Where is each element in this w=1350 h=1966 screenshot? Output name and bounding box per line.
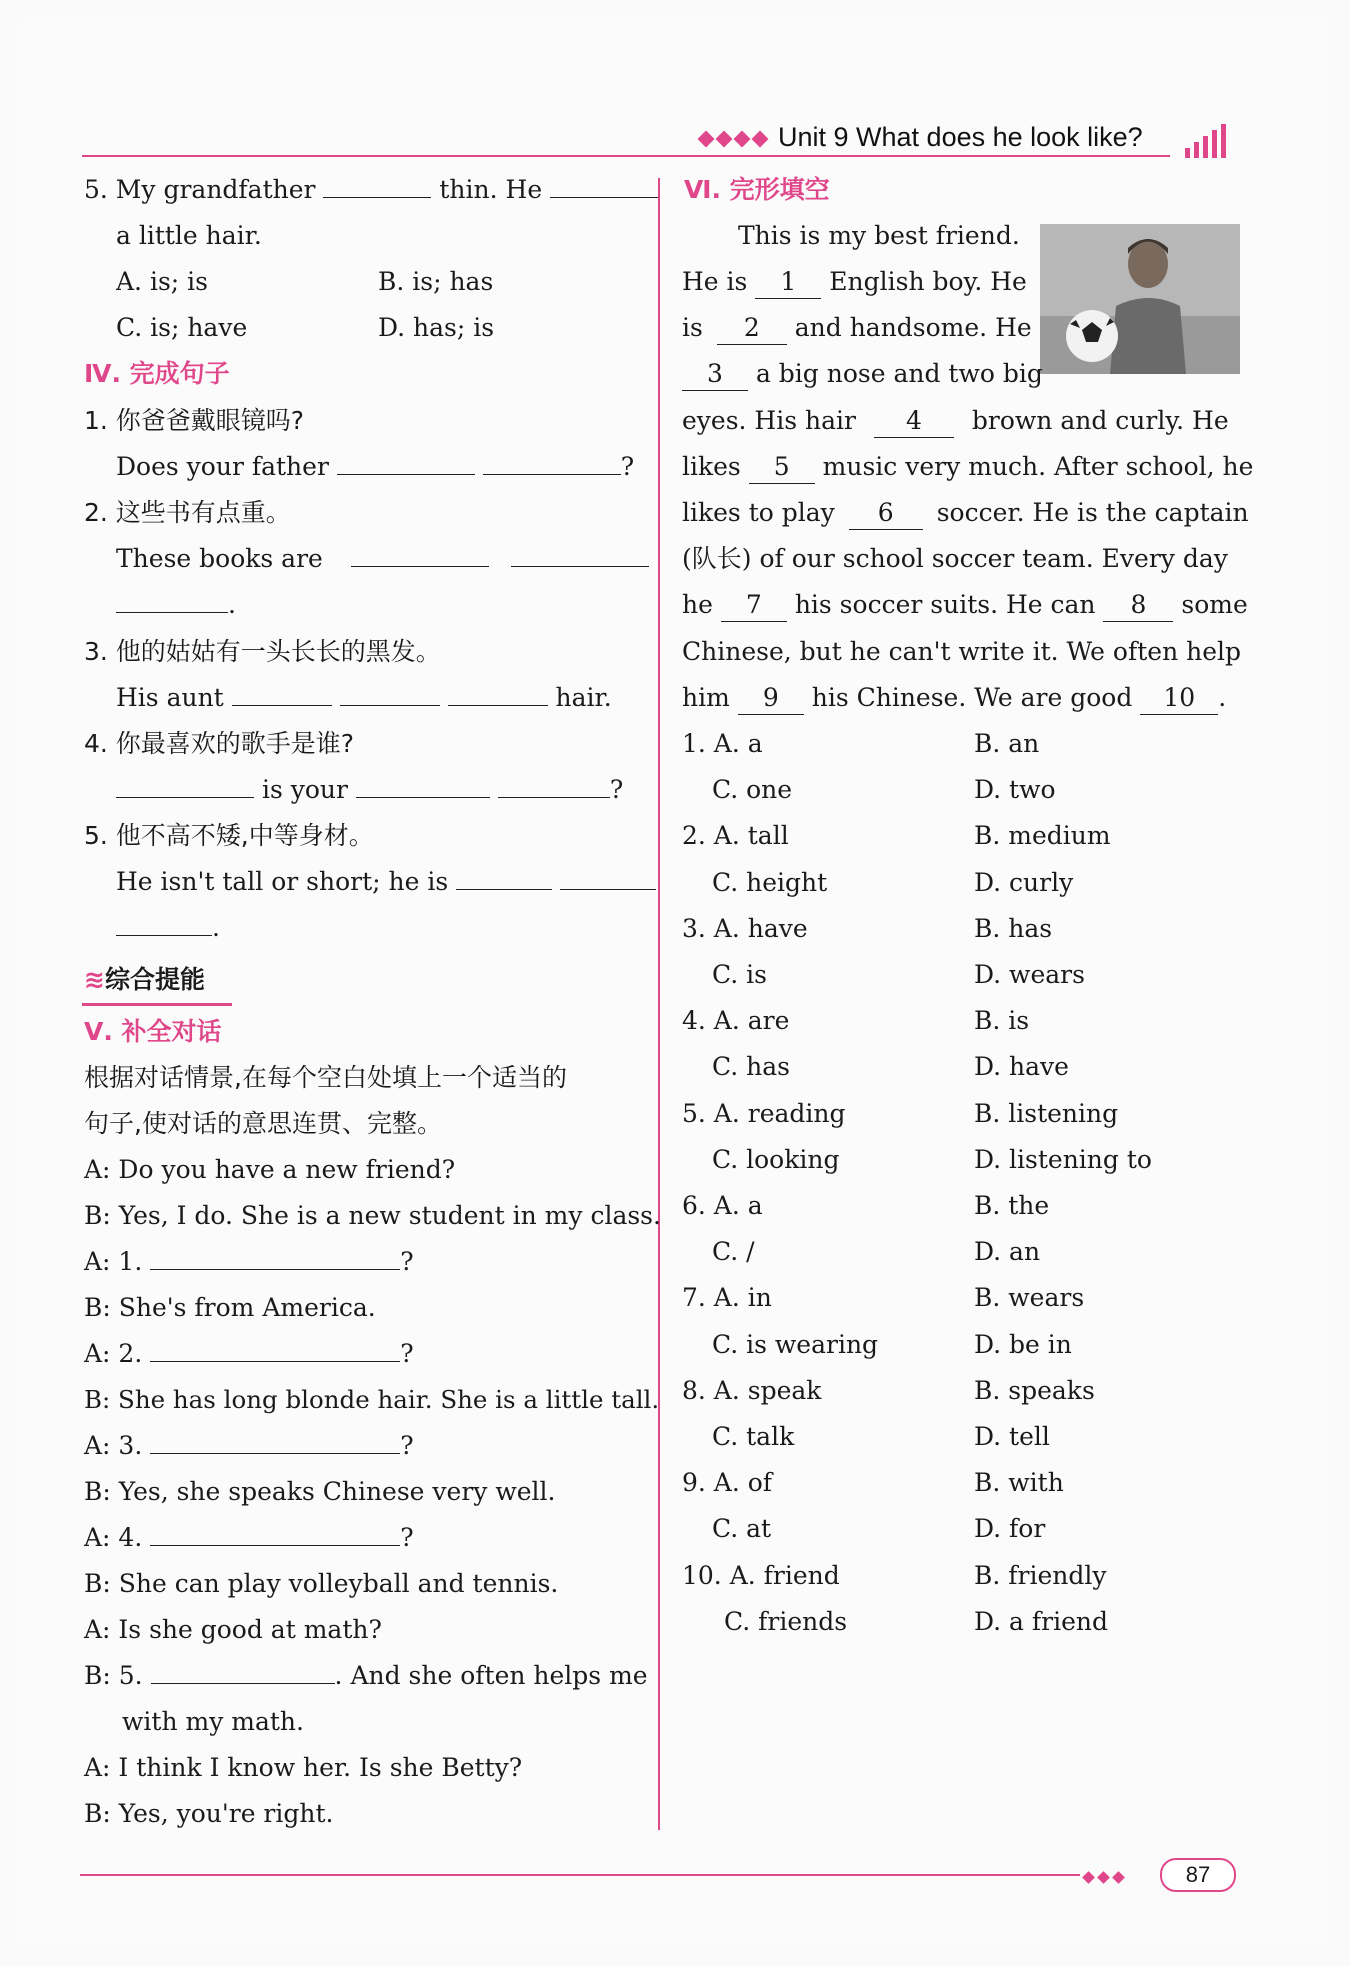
q4-option-d[interactable]: D. have (974, 1052, 1069, 1081)
sec4-item3-en (116, 682, 612, 714)
dialog-blank-1[interactable] (150, 1247, 400, 1270)
sec4-item2-text: These books are (116, 544, 323, 573)
passage-line-5 (682, 405, 1229, 438)
signal-bars-icon (1185, 122, 1235, 158)
q3-option-a[interactable]: 3. A. have (682, 914, 808, 943)
cloze-blank-5[interactable]: 5 (749, 451, 815, 484)
passage-line-1: This is my best friend. (738, 221, 1020, 250)
sec4-item3-blank-3[interactable] (448, 683, 548, 706)
sec4-item2-en (116, 543, 649, 575)
q10-option-b[interactable]: B. friendly (974, 1561, 1107, 1590)
q7-option-d[interactable]: D. be in (974, 1330, 1072, 1359)
q10-option-a[interactable]: 10. A. friend (682, 1561, 840, 1590)
dialog-line-a3 (84, 1430, 414, 1462)
q5-text-a: 5. My grandfather (84, 175, 316, 204)
badge-underline (82, 1003, 232, 1006)
dialog-line: B: She has long blonde hair. She is a little tall. (84, 1385, 660, 1414)
q-mark: ? (620, 452, 635, 481)
section-4-title: Ⅳ. 完成句子 (84, 359, 230, 388)
cloze-blank-2[interactable]: 2 (717, 312, 787, 345)
sec4-item5-en-cont (116, 912, 220, 944)
q7-option-a[interactable]: 7. A. in (682, 1283, 772, 1312)
page-number: 87 (1160, 1858, 1236, 1892)
footer-diamonds (1084, 1867, 1129, 1886)
dialog-line: A: Do you have a new friend? (84, 1155, 456, 1184)
unit-title: Unit 9 What does he look like? (778, 122, 1143, 152)
passage-text: English boy. He (829, 267, 1027, 296)
sec4-item2-blank-3[interactable] (116, 590, 228, 613)
passage-line-2 (682, 266, 1027, 299)
passage-text: likes to play (682, 498, 835, 527)
q5-option-d[interactable]: D. has; is (378, 313, 495, 342)
dialog-label: B: 5. (84, 1661, 143, 1690)
sec5-instruction-1: 根据对话情景,在每个空白处填上一个适当的 (84, 1063, 567, 1092)
dialog-line-a2 (84, 1338, 414, 1370)
sec4-item4-blank-3[interactable] (498, 775, 610, 798)
q8-option-c[interactable]: C. talk (712, 1422, 795, 1451)
dialog-label: A: 1. (84, 1247, 143, 1276)
cloze-blank-7[interactable]: 7 (721, 589, 787, 622)
sec5-instruction-2: 句子,使对话的意思连贯、完整。 (84, 1109, 442, 1138)
q2-option-b[interactable]: B. medium (974, 821, 1111, 850)
sec4-item4-blank-1[interactable] (116, 775, 254, 798)
cloze-blank-1[interactable]: 1 (755, 266, 821, 299)
q-mark: ? (609, 775, 624, 804)
passage-text: is (682, 313, 703, 342)
cloze-blank-6[interactable]: 6 (849, 497, 923, 530)
sec4-item5-blank-2[interactable] (560, 867, 656, 890)
passage-line-7 (682, 497, 1249, 530)
sec4-item5-text: He isn't tall or short; he is (116, 867, 449, 896)
dialog-line: B: She's from America. (84, 1293, 376, 1322)
dialog-line: A: I think I know her. Is she Betty? (84, 1753, 523, 1782)
passage-line-3 (682, 312, 1032, 345)
passage-text: He is (682, 267, 748, 296)
sec4-item4-text: is your (261, 775, 348, 804)
dialog-blank-5[interactable] (151, 1661, 335, 1684)
cloze-blank-8[interactable]: 8 (1103, 589, 1173, 622)
dialog-line-a1 (84, 1246, 414, 1278)
section-6-title: Ⅵ. 完形填空 (684, 175, 830, 204)
sec4-item5-blank-1[interactable] (456, 867, 552, 890)
dialog-line: with my math. (122, 1707, 304, 1736)
q-mark: ? (400, 1523, 414, 1552)
passage-line-11 (682, 682, 1226, 715)
sec4-item2-en-cont (116, 589, 236, 621)
dialog-line: B: Yes, she speaks Chinese very well. (84, 1477, 556, 1506)
q9-option-b[interactable]: B. with (974, 1468, 1064, 1497)
passage-text: his soccer suits. He can (794, 590, 1096, 619)
q5-blank-1[interactable] (323, 175, 431, 198)
q6-option-b[interactable]: B. the (974, 1191, 1050, 1220)
sec4-item2-cn: 2. 这些书有点重。 (84, 498, 291, 527)
q9-option-a[interactable]: 9. A. of (682, 1468, 773, 1497)
header-diamonds (700, 130, 772, 149)
q6-option-d[interactable]: D. an (974, 1237, 1041, 1266)
q5-line2: a little hair. (116, 221, 262, 250)
passage-text: music very much. After school, he (822, 452, 1254, 481)
q5-option-c[interactable]: C. looking (712, 1145, 840, 1174)
sec4-item4-blank-2[interactable] (356, 775, 490, 798)
sec4-item1-cn: 1. 你爸爸戴眼镜吗? (84, 406, 305, 435)
dialog-line: B: She can play volleyball and tennis. (84, 1569, 559, 1598)
q9-option-d[interactable]: D. for (974, 1514, 1046, 1543)
q8-option-a[interactable]: 8. A. speak (682, 1376, 822, 1405)
dialog-line: B: Yes, you're right. (84, 1799, 334, 1828)
passage-line-10: Chinese, but he can't write it. We often help (682, 637, 1242, 666)
q6-option-a[interactable]: 6. A. a (682, 1191, 763, 1220)
boy-with-soccer-ball-photo (1040, 224, 1240, 374)
q5-blank-2[interactable] (550, 175, 658, 198)
passage-text: brown and curly. He (971, 406, 1229, 435)
section-5-title: Ⅴ. 补全对话 (84, 1017, 222, 1046)
sec4-item5-cn: 5. 他不高不矮,中等身材。 (84, 821, 374, 850)
sec4-item3-blank-1[interactable] (232, 683, 332, 706)
sec4-item2-blank-1[interactable] (351, 544, 489, 567)
sec4-item2-blank-2[interactable] (511, 544, 649, 567)
cloze-blank-4[interactable]: 4 (874, 405, 954, 438)
column-divider (658, 178, 660, 1830)
passage-text: he (682, 590, 713, 619)
passage-text: and handsome. He (794, 313, 1032, 342)
q10-option-d[interactable]: D. a friend (974, 1607, 1108, 1636)
q6-option-c[interactable]: C. / (712, 1237, 755, 1266)
passage-line-4 (682, 358, 1043, 391)
q7-option-b[interactable]: B. wears (974, 1283, 1085, 1312)
passage-text: his Chinese. We are good (811, 683, 1133, 712)
sec4-item1-text: Does your father (116, 452, 329, 481)
q4-option-c[interactable]: C. has (712, 1052, 790, 1081)
q-mark: ? (400, 1339, 414, 1368)
q2-option-a[interactable]: 2. A. tall (682, 821, 789, 850)
sec4-item4-en (116, 774, 623, 806)
q1-option-b[interactable]: B. an (974, 729, 1040, 758)
q-mark: ? (400, 1247, 414, 1276)
dialog-blank-4[interactable] (150, 1523, 400, 1546)
passage-line-6 (682, 451, 1253, 484)
sec4-item1-en (116, 451, 634, 483)
q1-option-c[interactable]: C. one (712, 775, 793, 804)
q4-option-b[interactable]: B. is (974, 1006, 1030, 1035)
q-mark: ? (400, 1431, 414, 1460)
sec4-item4-cn: 4. 你最喜欢的歌手是谁? (84, 729, 355, 758)
q7-option-c[interactable]: C. is wearing (712, 1330, 879, 1359)
q10-option-c[interactable]: C. friends (724, 1607, 848, 1636)
q4-option-a[interactable]: 4. A. are (682, 1006, 790, 1035)
q9-option-c[interactable]: C. at (712, 1514, 772, 1543)
badge-text: 综合提能 (104, 965, 205, 994)
passage-text: some (1181, 590, 1248, 619)
q8-option-b[interactable]: B. speaks (974, 1376, 1095, 1405)
q3-option-d[interactable]: D. wears (974, 960, 1085, 989)
sec4-item3-cn: 3. 他的姑姑有一头长长的黑发。 (84, 637, 441, 666)
dialog-line-b5 (84, 1660, 648, 1692)
q5-option-d[interactable]: D. listening to (974, 1145, 1152, 1174)
footer-rule (80, 1874, 1080, 1876)
q3-option-b[interactable]: B. has (974, 914, 1053, 943)
q1-option-d[interactable]: D. two (974, 775, 1056, 804)
dialog-line: A: Is she good at math? (84, 1615, 382, 1644)
q1-option-a[interactable]: 1. A. a (682, 729, 763, 758)
q3-option-c[interactable]: C. is (712, 960, 767, 989)
header-rule (82, 155, 1170, 157)
passage-text: eyes. His hair (682, 406, 856, 435)
q5-text-b: thin. He (439, 175, 543, 204)
period: . (212, 913, 220, 942)
books-icon: ≋ (84, 965, 105, 994)
sec4-item1-blank-2[interactable] (483, 452, 621, 475)
passage-text: a big nose and two big (755, 359, 1043, 388)
passage-text: likes (682, 452, 741, 481)
passage-text: soccer. He is the captain (936, 498, 1249, 527)
passage-line-8: (队长) of our school soccer team. Every day (682, 544, 1228, 573)
sec4-item3-tail: hair. (555, 683, 612, 712)
period: . (228, 590, 236, 619)
sec4-item3-text: His aunt (116, 683, 224, 712)
photo-illustration (1040, 224, 1240, 374)
badge-title (84, 964, 205, 996)
dialog-line-a4 (84, 1522, 414, 1554)
q5-option-c[interactable]: C. is; have (116, 313, 248, 342)
cloze-blank-3[interactable]: 3 (682, 358, 748, 391)
cloze-blank-9[interactable]: 9 (738, 682, 804, 715)
cloze-blank-10[interactable]: 10 (1140, 682, 1218, 715)
q5-option-b[interactable]: B. listening (974, 1099, 1119, 1128)
sec4-item5-blank-3[interactable] (116, 913, 212, 936)
dialog-line: B: Yes, I do. She is a new student in my class. (84, 1201, 661, 1230)
dialog-label: A: 2. (84, 1339, 143, 1368)
q5-line1 (84, 174, 658, 206)
q2-option-c[interactable]: C. height (712, 868, 828, 897)
sec4-item1-blank-1[interactable] (337, 452, 475, 475)
dialog-blank-2[interactable] (150, 1339, 400, 1362)
passage-text: . (1218, 683, 1227, 712)
dialog-blank-3[interactable] (150, 1431, 400, 1454)
dialog-label: A: 4. (84, 1523, 143, 1552)
q8-option-d[interactable]: D. tell (974, 1422, 1050, 1451)
passage-line-9 (682, 589, 1248, 622)
passage-text: him (682, 683, 730, 712)
sec4-item3-blank-2[interactable] (340, 683, 440, 706)
q5-option-a[interactable]: 5. A. reading (682, 1099, 846, 1128)
sec4-item5-en (116, 866, 656, 898)
dialog-b5-tail: . And she often helps me (334, 1661, 648, 1690)
q5-option-b[interactable]: B. is; has (378, 267, 494, 296)
q5-option-a[interactable]: A. is; is (116, 267, 208, 296)
dialog-label: A: 3. (84, 1431, 143, 1460)
q2-option-d[interactable]: D. curly (974, 868, 1074, 897)
